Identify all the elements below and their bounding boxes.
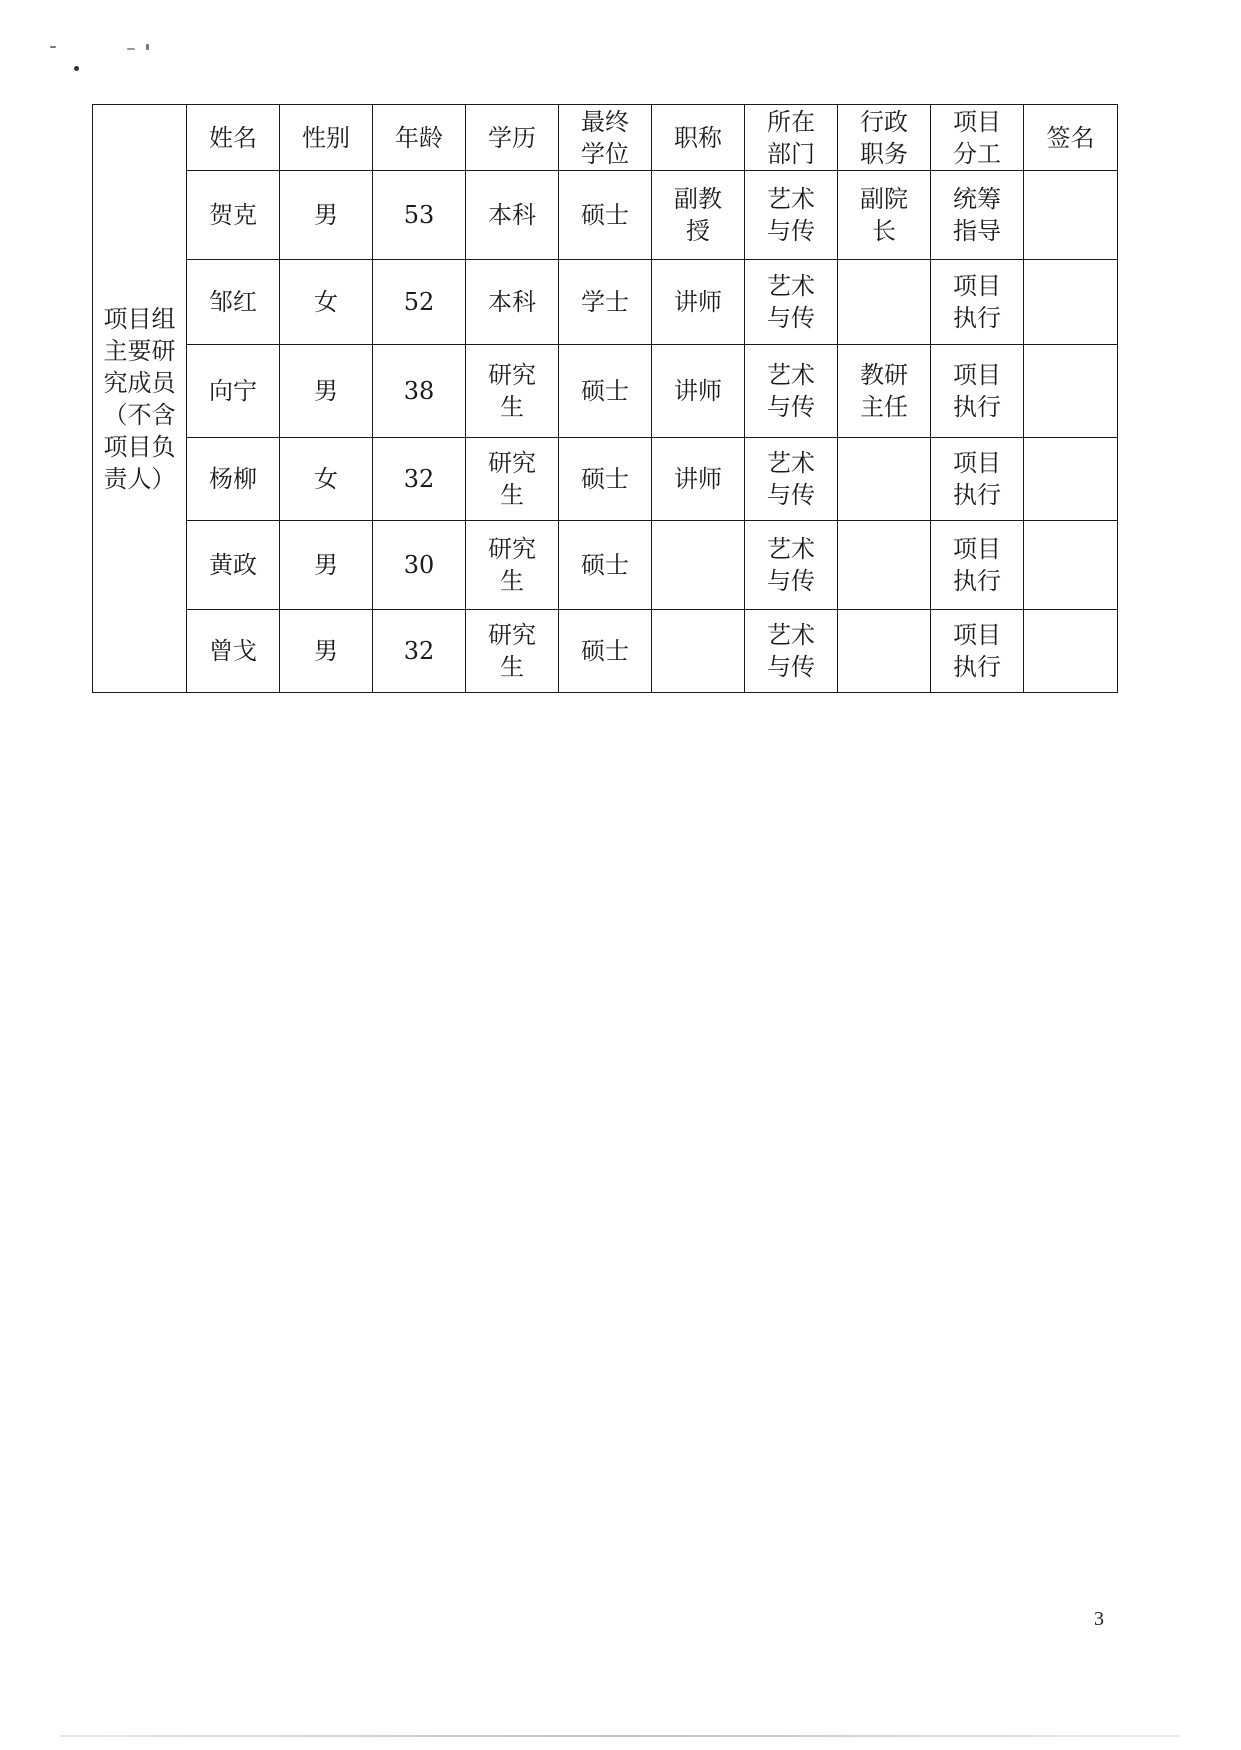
- table-row: [93, 521, 1118, 610]
- row-label: 项目组主要研究成员（不含项目负责人）: [103, 304, 176, 493]
- scan-edge-line: [60, 1735, 1180, 1737]
- table-cell: [838, 171, 931, 260]
- member-role: 项目执行: [953, 449, 1001, 509]
- member-gender: 女: [314, 465, 338, 493]
- table-row: [93, 171, 1118, 260]
- member-degree: 硕士: [581, 465, 629, 493]
- member-name: 向宁: [209, 377, 257, 405]
- member-title: 讲师: [674, 288, 722, 316]
- header-degree: 最终学位: [581, 107, 629, 168]
- signature-cell[interactable]: [1024, 260, 1118, 345]
- member-degree: 学士: [581, 288, 629, 316]
- table-cell: [931, 260, 1024, 345]
- header-row: [93, 105, 1118, 171]
- member-age: 32: [403, 465, 435, 493]
- header-title: 职称: [674, 123, 722, 152]
- table-cell: [187, 171, 280, 260]
- member-age: 30: [403, 551, 435, 579]
- member-education: 本科: [488, 201, 536, 229]
- table-cell: [559, 171, 652, 260]
- table-cell: [931, 345, 1024, 438]
- header-cell: [466, 105, 559, 171]
- header-gender: 性别: [302, 123, 350, 152]
- table-cell: [187, 610, 280, 693]
- table-cell: [838, 610, 931, 693]
- table-cell: [652, 260, 745, 345]
- table-cell: [745, 171, 838, 260]
- member-name: 曾戈: [209, 637, 257, 665]
- table-cell: [559, 345, 652, 438]
- member-admin-position: 教研主任: [860, 361, 908, 421]
- table-cell: [559, 521, 652, 610]
- header-department: 所在部门: [767, 107, 815, 168]
- member-department: 艺术与传: [767, 535, 815, 595]
- header-cell: [373, 105, 466, 171]
- table-cell: [280, 438, 373, 521]
- member-name: 杨柳: [209, 465, 257, 493]
- signature-cell[interactable]: [1024, 438, 1118, 521]
- member-degree: 硕士: [581, 637, 629, 665]
- signature-cell[interactable]: [1024, 521, 1118, 610]
- member-education: 研究生: [488, 535, 536, 595]
- member-title: 副教授: [674, 185, 722, 245]
- table-cell: [466, 345, 559, 438]
- member-name: 邹红: [209, 288, 257, 316]
- header-education: 学历: [488, 123, 536, 152]
- table-cell: [466, 610, 559, 693]
- member-education: 研究生: [488, 361, 536, 421]
- row-label-cell: [93, 105, 187, 693]
- member-department: 艺术与传: [767, 621, 815, 681]
- table-cell: [373, 521, 466, 610]
- member-age: 38: [403, 377, 435, 405]
- table-cell: [931, 438, 1024, 521]
- table-cell: [745, 610, 838, 693]
- member-gender: 男: [314, 201, 338, 229]
- table-cell: [559, 260, 652, 345]
- signature-cell[interactable]: [1024, 610, 1118, 693]
- member-role: 项目执行: [953, 621, 1001, 681]
- member-degree: 硕士: [581, 551, 629, 579]
- header-cell: [931, 105, 1024, 171]
- scan-speck: [50, 46, 56, 48]
- table-cell: [931, 521, 1024, 610]
- header-cell: [652, 105, 745, 171]
- scan-speck: [127, 48, 135, 50]
- table-cell: [745, 345, 838, 438]
- table-cell: [745, 438, 838, 521]
- table-cell: [187, 438, 280, 521]
- table-cell: [280, 521, 373, 610]
- signature-cell[interactable]: [1024, 171, 1118, 260]
- table-cell: [187, 345, 280, 438]
- header-cell: [838, 105, 931, 171]
- member-degree: 硕士: [581, 377, 629, 405]
- member-role: 统筹指导: [953, 185, 1001, 245]
- table-cell: [373, 345, 466, 438]
- signature-cell[interactable]: [1024, 345, 1118, 438]
- table-cell: [373, 171, 466, 260]
- member-gender: 男: [314, 377, 338, 405]
- member-gender: 男: [314, 637, 338, 665]
- member-role: 项目执行: [953, 535, 1001, 595]
- member-role: 项目执行: [953, 361, 1001, 421]
- table-cell: [187, 521, 280, 610]
- member-age: 32: [403, 637, 435, 665]
- table-cell: [466, 171, 559, 260]
- research-members-table: [92, 104, 1118, 693]
- member-title: 讲师: [674, 465, 722, 493]
- scan-speck: [74, 66, 79, 71]
- member-education: 研究生: [488, 449, 536, 509]
- table-cell: [745, 260, 838, 345]
- table-cell: [652, 610, 745, 693]
- table-cell: [280, 171, 373, 260]
- table-row: [93, 438, 1118, 521]
- header-age: 年龄: [395, 123, 443, 152]
- member-name: 贺克: [209, 201, 257, 229]
- member-degree: 硕士: [581, 201, 629, 229]
- member-gender: 男: [314, 551, 338, 579]
- table-cell: [652, 171, 745, 260]
- table-cell: [838, 438, 931, 521]
- member-admin-position: 副院长: [860, 185, 908, 245]
- member-title: 讲师: [674, 377, 722, 405]
- header-cell: [745, 105, 838, 171]
- table-row: [93, 260, 1118, 345]
- table-cell: [373, 610, 466, 693]
- table-cell: [187, 260, 280, 345]
- member-department: 艺术与传: [767, 449, 815, 509]
- table-cell: [559, 610, 652, 693]
- table-cell: [745, 521, 838, 610]
- page-number: 3: [1094, 1608, 1104, 1630]
- table-cell: [280, 610, 373, 693]
- header-role: 项目分工: [953, 107, 1001, 168]
- member-gender: 女: [314, 288, 338, 316]
- header-cell: [187, 105, 280, 171]
- table-row: [93, 345, 1118, 438]
- member-age: 53: [403, 201, 435, 229]
- member-department: 艺术与传: [767, 272, 815, 332]
- header-name: 姓名: [209, 123, 257, 152]
- header-signature: 签名: [1046, 123, 1095, 152]
- table-cell: [280, 260, 373, 345]
- table-row: [93, 610, 1118, 693]
- table-cell: [838, 260, 931, 345]
- table-cell: [931, 171, 1024, 260]
- member-department: 艺术与传: [767, 361, 815, 421]
- header-cell: [559, 105, 652, 171]
- table-cell: [652, 521, 745, 610]
- table-cell: [559, 438, 652, 521]
- table-cell: [652, 438, 745, 521]
- member-role: 项目执行: [953, 272, 1001, 332]
- table-cell: [466, 521, 559, 610]
- header-cell: [1024, 105, 1118, 171]
- member-education: 本科: [488, 288, 536, 316]
- member-education: 研究生: [488, 621, 536, 681]
- table-cell: [373, 438, 466, 521]
- member-department: 艺术与传: [767, 185, 815, 245]
- header-admin-position: 行政职务: [860, 107, 908, 168]
- table-cell: [373, 260, 466, 345]
- table-cell: [838, 345, 931, 438]
- table-cell: [931, 610, 1024, 693]
- scan-speck: [146, 44, 149, 50]
- table-cell: [466, 438, 559, 521]
- member-age: 52: [403, 288, 435, 316]
- table-cell: [280, 345, 373, 438]
- table-cell: [838, 521, 931, 610]
- header-cell: [280, 105, 373, 171]
- table-cell: [652, 345, 745, 438]
- member-name: 黄政: [209, 551, 257, 579]
- table-cell: [466, 260, 559, 345]
